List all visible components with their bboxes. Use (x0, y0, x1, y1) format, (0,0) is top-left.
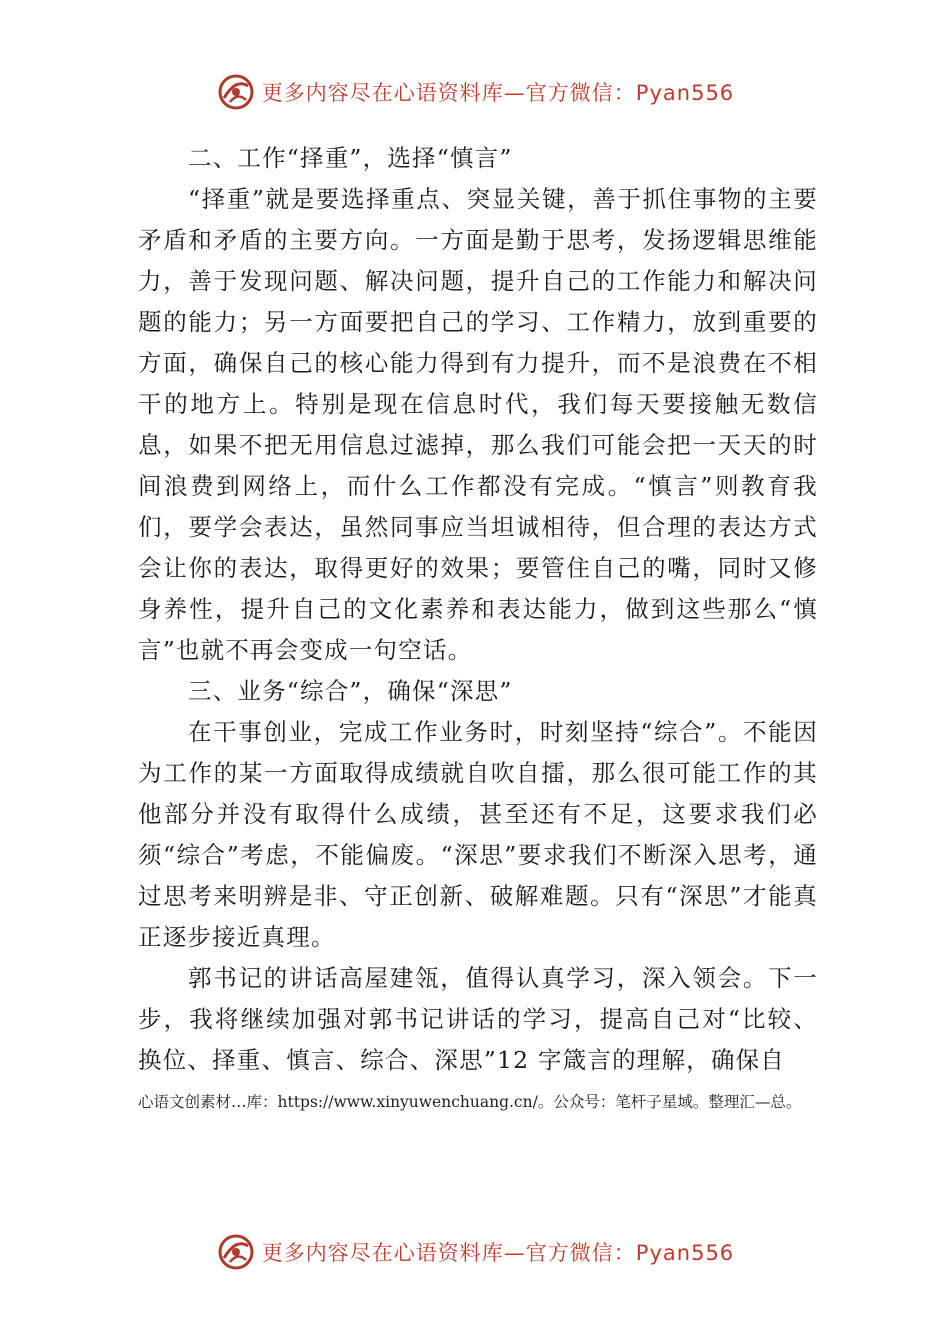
seal-logo-icon (216, 1232, 256, 1272)
footer-note: 心语文创素材…库：https://www.xinyuwenchuang.cn/。公众号：笔杆子星域。整理汇—总。 (138, 1093, 802, 1111)
header-banner (0, 72, 950, 112)
document-body (138, 138, 818, 1081)
paragraph-3: 郭书记的讲话高屋建瓴，值得认真学习，深入领会。下一步，我将继续加强对郭书记讲话的学习，提高自己对“比较、换位、择重、慎言、综合、深思”12 字箴言的理解，确保自 (138, 964, 818, 1074)
footer-banner (0, 1232, 950, 1272)
paragraph-2: 在干事创业，完成工作业务时，时刻坚持“综合”。不能因为工作的某一方面取得成绩就自吹自擂，那么很可能工作的其他部分并没有取得什么成绩，甚至还有不足，这要求我们必须“综合”考虑，不能偏废。“深思”要求我们不断深入思考，通过思考来明辨是非、守正创新、破解难题。只有“深思”才能真正逐步接近真理。 (138, 718, 818, 951)
banner-text: 更多内容尽在心语资料库—官方微信：Pyan556 (261, 81, 735, 105)
section-heading-2: 二、工作“择重”，选择“慎言” (188, 144, 513, 172)
section-heading-3: 三、业务“综合”，确保“深思” (188, 677, 513, 705)
banner-text: 更多内容尽在心语资料库—官方微信：Pyan556 (261, 1241, 735, 1265)
seal-logo-icon (216, 72, 256, 112)
paragraph-1: “择重”就是要选择重点、突显关键，善于抓住事物的主要矛盾和矛盾的主要方向。一方面是勤于思考，发扬逻辑思维能力，善于发现问题、解决问题，提升自己的工作能力和解决问题的能力；另一方面要把自己的学习、工作精力，放到重要的方面，确保自己的核心能力得到有力提升，而不是浪费在不相干的地方上。特别是现在信息时代，我们每天要接触无数信息，如果不把无用信息过滤掉，那么我们可能会把一天天的时间浪费到网络上，而什么工作都没有完成。“慎言”则教育我们，要学会表达，虽然同事应当坦诚相待，但合理的表达方式会让你的表达，取得更好的效果；要管住自己的嘴，同时又修身养性，提升自己的文化素养和表达能力，做到这些那么“慎言”也就不再会变成一句空话。 (138, 185, 818, 664)
